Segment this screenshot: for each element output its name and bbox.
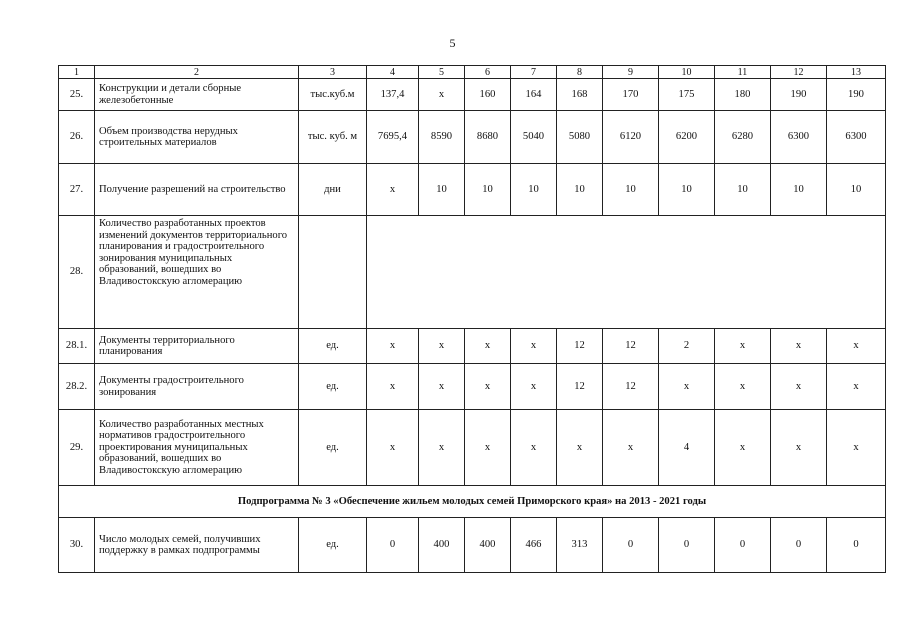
value-cell: 466 [511,518,557,573]
value-cell: 137,4 [367,79,419,111]
value-cell: 170 [603,79,659,111]
indicator-name: Документы градостроительного зонирования [95,364,299,410]
value-cell: 12 [557,364,603,410]
value-cell: x [557,410,603,486]
value-cell: 6200 [659,111,715,164]
row-number: 29. [59,410,95,486]
value-cell: 160 [465,79,511,111]
header-cell: 5 [419,66,465,79]
value-cell: x [367,364,419,410]
indicator-name: Объем производства нерудных строительных материалов [95,111,299,164]
value-cell: 175 [659,79,715,111]
value-cell: 12 [603,364,659,410]
value-cell: 5040 [511,111,557,164]
value-cell: x [827,410,886,486]
value-cell: x [367,410,419,486]
table-row [59,216,886,329]
value-cell: x [465,410,511,486]
empty-merged-cell [367,216,886,329]
table-row [59,518,886,573]
value-cell: x [603,410,659,486]
table-row [59,364,886,410]
indicator-name: Число молодых семей, получивших поддержку в рамках подпрограммы [95,518,299,573]
header-cell: 13 [827,66,886,79]
unit-cell: тыс.куб.м [299,79,367,111]
header-cell: 1 [59,66,95,79]
value-cell: 12 [603,329,659,364]
value-cell: x [659,364,715,410]
header-cell: 4 [367,66,419,79]
value-cell: x [419,410,465,486]
row-number: 27. [59,164,95,216]
value-cell: 0 [603,518,659,573]
value-cell: x [465,329,511,364]
value-cell: x [419,79,465,111]
value-cell: x [367,164,419,216]
value-cell: x [419,364,465,410]
unit-cell: дни [299,164,367,216]
value-cell: 190 [771,79,827,111]
value-cell: x [367,329,419,364]
value-cell: 313 [557,518,603,573]
value-cell: 10 [827,164,886,216]
value-cell: 7695,4 [367,111,419,164]
indicators-table [58,65,886,573]
value-cell: 6300 [771,111,827,164]
value-cell: x [771,329,827,364]
header-row [59,66,886,79]
header-cell: 2 [95,66,299,79]
unit-cell: ед. [299,518,367,573]
value-cell: 400 [465,518,511,573]
value-cell: 0 [771,518,827,573]
subprogram-row [59,486,886,518]
value-cell: 8680 [465,111,511,164]
value-cell: x [771,364,827,410]
value-cell: 10 [603,164,659,216]
header-cell: 9 [603,66,659,79]
value-cell: x [715,329,771,364]
row-number: 28. [59,216,95,329]
value-cell: 10 [715,164,771,216]
unit-cell: тыс. куб. м [299,111,367,164]
value-cell: x [419,329,465,364]
header-cell: 3 [299,66,367,79]
indicator-name: Количество разработанных местных нормативов градостроительного проектирования муниципальных образований, вошедших во Владивостокскую агломерацию [95,410,299,486]
table-row [59,79,886,111]
value-cell: 10 [465,164,511,216]
unit-cell [299,216,367,329]
value-cell: 5080 [557,111,603,164]
value-cell: x [511,364,557,410]
row-number: 28.1. [59,329,95,364]
value-cell: 10 [419,164,465,216]
value-cell: x [511,410,557,486]
row-number: 30. [59,518,95,573]
value-cell: 190 [827,79,886,111]
indicator-name: Конструкции и детали сборные железобетонные [95,79,299,111]
value-cell: 400 [419,518,465,573]
value-cell: 2 [659,329,715,364]
value-cell: x [715,410,771,486]
value-cell: 10 [511,164,557,216]
header-cell: 8 [557,66,603,79]
value-cell: 4 [659,410,715,486]
table-row [59,111,886,164]
subprogram-title: Подпрограмма № 3 «Обеспечение жильем молодых семей Приморского края» на 2013 - 2021 годы [59,486,886,518]
unit-cell: ед. [299,364,367,410]
table-row [59,164,886,216]
header-cell: 6 [465,66,511,79]
header-cell: 11 [715,66,771,79]
unit-cell: ед. [299,329,367,364]
value-cell: 168 [557,79,603,111]
value-cell: x [715,364,771,410]
table-row [59,329,886,364]
value-cell: 12 [557,329,603,364]
header-cell: 12 [771,66,827,79]
value-cell: x [511,329,557,364]
value-cell: x [465,364,511,410]
value-cell: x [827,329,886,364]
page-number: 5 [449,36,456,50]
indicator-name: Количество разработанных проектов изменений документов территориального планирования и градостроительного зонирования муниципальных образований, вошедших во Владивостокскую агломерацию [95,216,299,329]
value-cell: 0 [659,518,715,573]
indicator-name: Документы территориального планирования [95,329,299,364]
row-number: 25. [59,79,95,111]
value-cell: 6280 [715,111,771,164]
value-cell: 8590 [419,111,465,164]
row-number: 28.2. [59,364,95,410]
header-cell: 10 [659,66,715,79]
value-cell: 180 [715,79,771,111]
table-row [59,410,886,486]
value-cell: 164 [511,79,557,111]
header-cell: 7 [511,66,557,79]
value-cell: 0 [367,518,419,573]
value-cell: x [771,410,827,486]
value-cell: 10 [557,164,603,216]
value-cell: 6300 [827,111,886,164]
value-cell: 10 [771,164,827,216]
value-cell: 6120 [603,111,659,164]
row-number: 26. [59,111,95,164]
value-cell: 0 [827,518,886,573]
value-cell: 0 [715,518,771,573]
value-cell: x [827,364,886,410]
value-cell: 10 [659,164,715,216]
indicator-name: Получение разрешений на строительство [95,164,299,216]
unit-cell: ед. [299,410,367,486]
